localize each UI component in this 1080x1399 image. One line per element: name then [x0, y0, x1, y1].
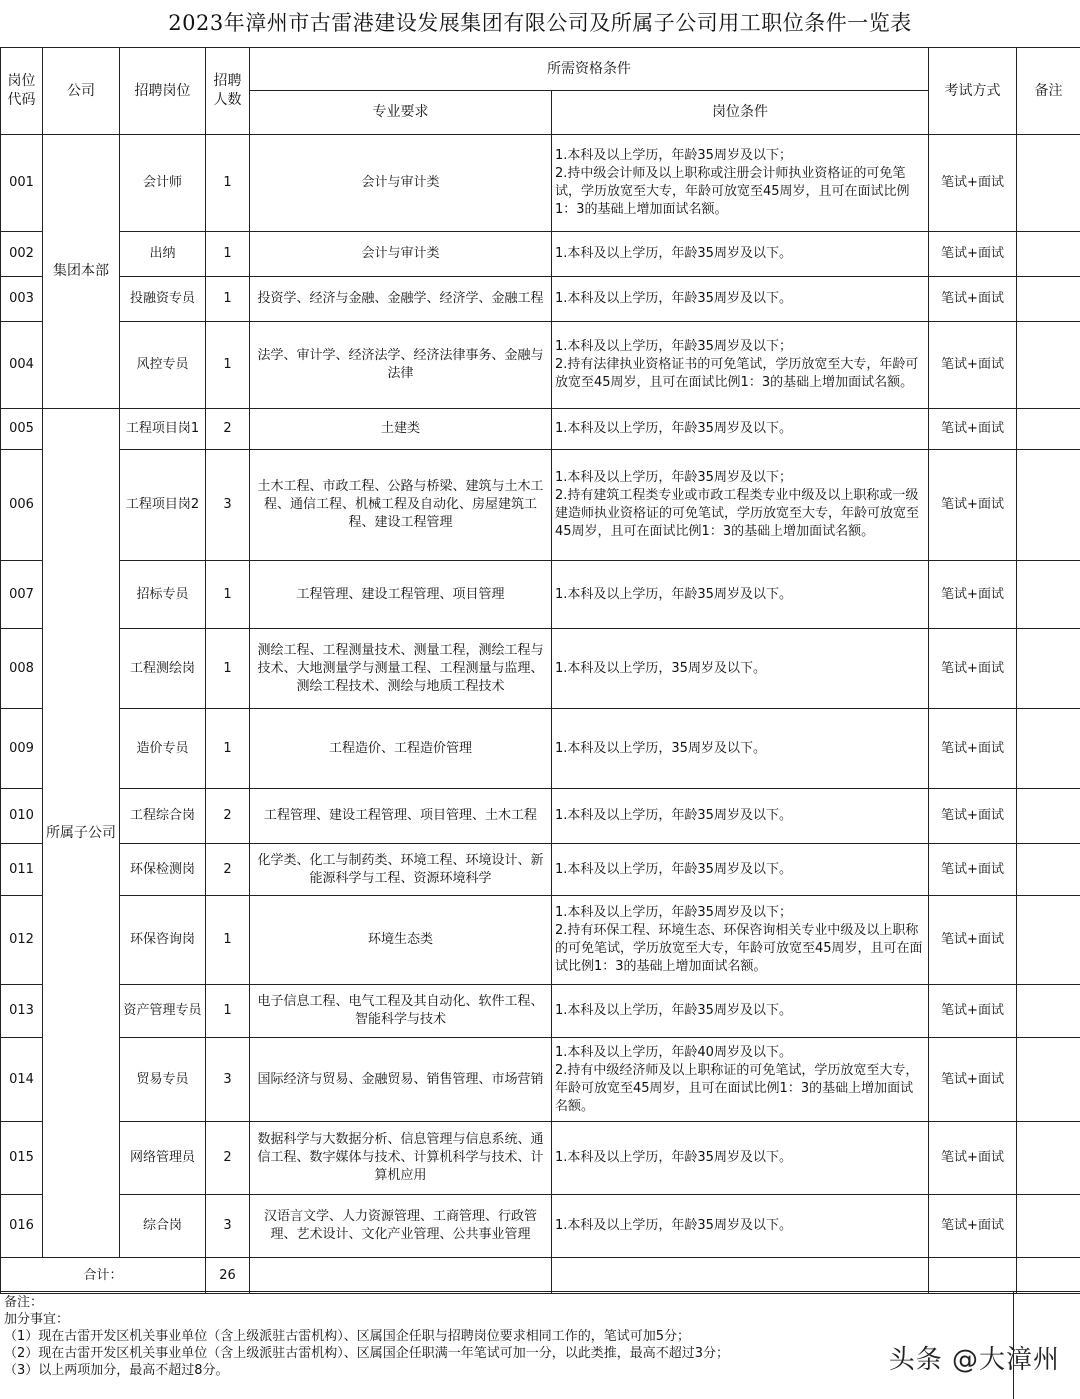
total-label: 合计：	[1, 1258, 206, 1294]
position-name: 环保检测岗	[120, 844, 206, 896]
position-count: 2	[206, 409, 250, 450]
major-requirement: 工程管理、建设工程管理、项目管理、土木工程	[250, 789, 552, 844]
remark-cell	[1017, 1195, 1080, 1258]
table-row	[1, 1038, 1080, 1122]
position-name: 环保咨询岗	[120, 896, 206, 985]
remark-cell	[1017, 409, 1080, 450]
position-conditions	[552, 844, 929, 896]
header-count: 招聘人数	[206, 48, 250, 135]
position-conditions	[552, 896, 929, 985]
exam-method: 笔试+面试	[929, 450, 1017, 561]
table-row	[1, 277, 1080, 322]
position-code: 010	[1, 789, 43, 844]
company-sub: 所属子公司	[43, 409, 120, 1258]
exam-method: 笔试+面试	[929, 277, 1017, 322]
condition-line: 2.持有环保工程、环境生态、环保咨询相关专业中级及以上职称的可免笔试，学历放宽至大专，年龄可放宽至45周岁，且可在面试比例1：3的基础上增加面试名额。	[555, 922, 926, 976]
position-count: 1	[206, 629, 250, 709]
position-name: 造价专员	[120, 709, 206, 789]
position-conditions	[552, 709, 929, 789]
total-row	[1, 1258, 1080, 1294]
major-requirement: 工程造价、工程造价管理	[250, 709, 552, 789]
exam-method: 笔试+面试	[929, 985, 1017, 1038]
remark-cell	[1017, 896, 1080, 985]
remark-cell	[1017, 135, 1080, 232]
notes-item-3: （3）以上两项加分，最高不超过8分。	[4, 1362, 1076, 1379]
notes-item-1: （1）现在古雷开发区机关事业单位（含上级派驻古雷机构）、区属国企任职与招聘岗位要求相同工作的，笔试可加5分；	[4, 1328, 1076, 1345]
total-condition-empty	[552, 1258, 929, 1294]
table-row	[1, 1195, 1080, 1258]
position-code: 006	[1, 450, 43, 561]
remark-cell	[1017, 629, 1080, 709]
major-requirement: 环境生态类	[250, 896, 552, 985]
condition-line: 1.本科及以上学历，年龄35周岁及以下。	[555, 586, 926, 604]
header-exam: 考试方式	[929, 48, 1017, 135]
condition-line: 1.本科及以上学历，35周岁及以下。	[555, 660, 926, 678]
condition-line: 1.本科及以上学历，年龄35周岁及以下。	[555, 1149, 926, 1167]
condition-line: 2.持中级会计师及以上职称或注册会计师执业资格证的可免笔试，学历放宽至大专，年龄可放宽至45周岁，且可在面试比例1：3的基础上增加面试名额。	[555, 165, 926, 219]
position-count: 2	[206, 844, 250, 896]
position-code: 012	[1, 896, 43, 985]
header-position: 招聘岗位	[120, 48, 206, 135]
major-requirement: 投资学、经济与金融、金融学、经济学、金融工程	[250, 277, 552, 322]
position-code: 008	[1, 629, 43, 709]
table-row	[1, 409, 1080, 450]
remark-cell	[1017, 322, 1080, 409]
condition-line: 1.本科及以上学历，年龄35周岁及以下。	[555, 245, 926, 263]
condition-line: 1.本科及以上学历，年龄35周岁及以下；	[555, 338, 926, 356]
condition-line: 1.本科及以上学历，年龄35周岁及以下。	[555, 420, 926, 438]
position-code: 001	[1, 135, 43, 232]
major-requirement: 土木工程、市政工程、公路与桥梁、建筑与土木工程、通信工程、机械工程及自动化、房屋建筑工程、建设工程管理	[250, 450, 552, 561]
position-conditions	[552, 409, 929, 450]
remark-cell	[1017, 1038, 1080, 1122]
position-count: 2	[206, 789, 250, 844]
position-name: 出纳	[120, 232, 206, 277]
position-code: 014	[1, 1038, 43, 1122]
table-row	[1, 709, 1080, 789]
header-remark: 备注	[1017, 48, 1080, 135]
major-requirement: 汉语言文学、人力资源管理、工商管理、行政管理、艺术设计、文化产业管理、公共事业管理	[250, 1195, 552, 1258]
position-code: 011	[1, 844, 43, 896]
remark-cell	[1017, 277, 1080, 322]
table-row	[1, 1122, 1080, 1195]
position-conditions	[552, 789, 929, 844]
major-requirement: 测绘工程、工程测量技术、测量工程，测绘工程与技术、大地测量学与测量工程、工程测量与监理、测绘工程技术、测绘与地质工程技术	[250, 629, 552, 709]
remark-cell	[1017, 561, 1080, 629]
position-count: 3	[206, 1195, 250, 1258]
major-requirement: 会计与审计类	[250, 135, 552, 232]
position-name: 工程综合岗	[120, 789, 206, 844]
major-requirement: 会计与审计类	[250, 232, 552, 277]
exam-method: 笔试+面试	[929, 322, 1017, 409]
exam-method: 笔试+面试	[929, 1195, 1017, 1258]
position-conditions	[552, 322, 929, 409]
exam-method: 笔试+面试	[929, 789, 1017, 844]
exam-method: 笔试+面试	[929, 409, 1017, 450]
major-requirement: 工程管理、建设工程管理、项目管理	[250, 561, 552, 629]
total-count: 26	[206, 1258, 250, 1294]
position-conditions	[552, 561, 929, 629]
position-conditions	[552, 450, 929, 561]
remark-cell	[1017, 709, 1080, 789]
exam-method: 笔试+面试	[929, 844, 1017, 896]
position-conditions	[552, 1195, 929, 1258]
notes-heading: 备注：	[4, 1294, 1076, 1311]
table-row	[1, 985, 1080, 1038]
table-row	[1, 896, 1080, 985]
position-conditions	[552, 1038, 929, 1122]
remark-cell	[1017, 844, 1080, 896]
position-name: 综合岗	[120, 1195, 206, 1258]
position-name: 投融资专员	[120, 277, 206, 322]
condition-line: 2.持有中级经济师及以上职称证的可免笔试，学历放宽至大专，年龄可放宽至45周岁，且可在面试比例1：3的基础上增加面试名额。	[555, 1062, 926, 1116]
header-condition: 岗位条件	[552, 91, 929, 135]
condition-line: 1.本科及以上学历，年龄35周岁及以下。	[555, 290, 926, 308]
position-code: 005	[1, 409, 43, 450]
position-name: 资产管理专员	[120, 985, 206, 1038]
position-name: 风控专员	[120, 322, 206, 409]
position-count: 1	[206, 896, 250, 985]
notes-item-2: （2）现在古雷开发区机关事业单位（含上级派驻古雷机构）、区属国企任职满一年笔试可加一分，以此类推，最高不超过3分；	[4, 1345, 1076, 1362]
header-qualification: 所需资格条件	[250, 48, 929, 91]
header-company: 公司	[43, 48, 120, 135]
total-remark-empty	[1017, 1258, 1080, 1294]
condition-line: 1.本科及以上学历，年龄35周岁及以下。	[555, 807, 926, 825]
exam-method: 笔试+面试	[929, 232, 1017, 277]
position-conditions	[552, 1122, 929, 1195]
position-code: 004	[1, 322, 43, 409]
notes-subheading: 加分事宜：	[4, 1311, 1076, 1328]
position-name: 贸易专员	[120, 1038, 206, 1122]
table-row	[1, 450, 1080, 561]
exam-method: 笔试+面试	[929, 1122, 1017, 1195]
position-code: 015	[1, 1122, 43, 1195]
position-code: 002	[1, 232, 43, 277]
condition-line: 1.本科及以上学历，年龄35周岁及以下；	[555, 147, 926, 165]
exam-method: 笔试+面试	[929, 135, 1017, 232]
condition-line: 1.本科及以上学历，年龄35周岁及以下；	[555, 904, 926, 922]
position-code: 013	[1, 985, 43, 1038]
exam-method: 笔试+面试	[929, 629, 1017, 709]
condition-line: 1.本科及以上学历，年龄35周岁及以下；	[555, 469, 926, 487]
major-requirement: 国际经济与贸易、金融贸易、销售管理、市场营销	[250, 1038, 552, 1122]
table-row	[1, 322, 1080, 409]
condition-line: 2.持有建筑工程类专业或市政工程类专业中级及以上职称或一级建造师执业资格证的可免笔试，学历放宽至大专，年龄可放宽至45周岁，且可在面试比例1：3的基础上增加面试名额。	[555, 487, 926, 541]
position-name: 会计师	[120, 135, 206, 232]
condition-line: 1.本科及以上学历，35周岁及以下。	[555, 740, 926, 758]
position-count: 1	[206, 232, 250, 277]
position-name: 网络管理员	[120, 1122, 206, 1195]
table-row	[1, 135, 1080, 232]
company-hq: 集团本部	[43, 135, 120, 409]
table-row	[1, 789, 1080, 844]
page-title: 2023年漳州市古雷港建设发展集团有限公司及所属子公司用工职位条件一览表	[0, 0, 1080, 47]
position-count: 1	[206, 322, 250, 409]
position-count: 1	[206, 985, 250, 1038]
header-major: 专业要求	[250, 91, 552, 135]
position-count: 2	[206, 1122, 250, 1195]
condition-line: 1.本科及以上学历，年龄35周岁及以下。	[555, 861, 926, 879]
total-exam-empty	[929, 1258, 1017, 1294]
position-conditions	[552, 232, 929, 277]
table-row	[1, 232, 1080, 277]
exam-method: 笔试+面试	[929, 709, 1017, 789]
position-count: 1	[206, 561, 250, 629]
position-name: 工程测绘岗	[120, 629, 206, 709]
major-requirement: 土建类	[250, 409, 552, 450]
total-major-empty	[250, 1258, 552, 1294]
major-requirement: 数据科学与大数据分析、信息管理与信息系统、通信工程、数字媒体与技术、计算机科学与技术、计算机应用	[250, 1122, 552, 1195]
position-conditions	[552, 277, 929, 322]
major-requirement: 化学类、化工与制药类、环境工程、环境设计、新能源科学与工程、资源环境科学	[250, 844, 552, 896]
position-code: 007	[1, 561, 43, 629]
major-requirement: 法学、审计学、经济法学、经济法律事务、金融与法律	[250, 322, 552, 409]
remark-cell	[1017, 450, 1080, 561]
position-count: 3	[206, 1038, 250, 1122]
exam-method: 笔试+面试	[929, 896, 1017, 985]
table-row	[1, 629, 1080, 709]
position-code: 003	[1, 277, 43, 322]
condition-line: 1.本科及以上学历，年龄35周岁及以下。	[555, 1002, 926, 1020]
remark-cell	[1017, 1122, 1080, 1195]
position-count: 3	[206, 450, 250, 561]
position-conditions	[552, 629, 929, 709]
position-code: 009	[1, 709, 43, 789]
position-count: 1	[206, 135, 250, 232]
position-code: 016	[1, 1195, 43, 1258]
position-conditions	[552, 135, 929, 232]
position-name: 工程项目岗2	[120, 450, 206, 561]
header-code: 岗位代码	[1, 48, 43, 135]
position-conditions	[552, 985, 929, 1038]
watermark: 头条 @大漳州	[889, 1339, 1060, 1376]
table-row	[1, 561, 1080, 629]
remark-cell	[1017, 789, 1080, 844]
remark-cell	[1017, 232, 1080, 277]
remark-cell	[1017, 985, 1080, 1038]
exam-method: 笔试+面试	[929, 561, 1017, 629]
position-name: 工程项目岗1	[120, 409, 206, 450]
table-row	[1, 844, 1080, 896]
position-count: 1	[206, 709, 250, 789]
position-name: 招标专员	[120, 561, 206, 629]
major-requirement: 电子信息工程、电气工程及其自动化、软件工程、智能科学与技术	[250, 985, 552, 1038]
condition-line: 2.持有法律执业资格证书的可免笔试，学历放宽至大专，年龄可放宽至45周岁，且可在面试比例1：3的基础上增加面试名额。	[555, 356, 926, 392]
position-count: 1	[206, 277, 250, 322]
exam-method: 笔试+面试	[929, 1038, 1017, 1122]
condition-line: 1.本科及以上学历，年龄35周岁及以下。	[555, 1217, 926, 1235]
condition-line: 1.本科及以上学历，年龄40周岁及以下。	[555, 1044, 926, 1062]
positions-table	[0, 47, 1080, 1294]
